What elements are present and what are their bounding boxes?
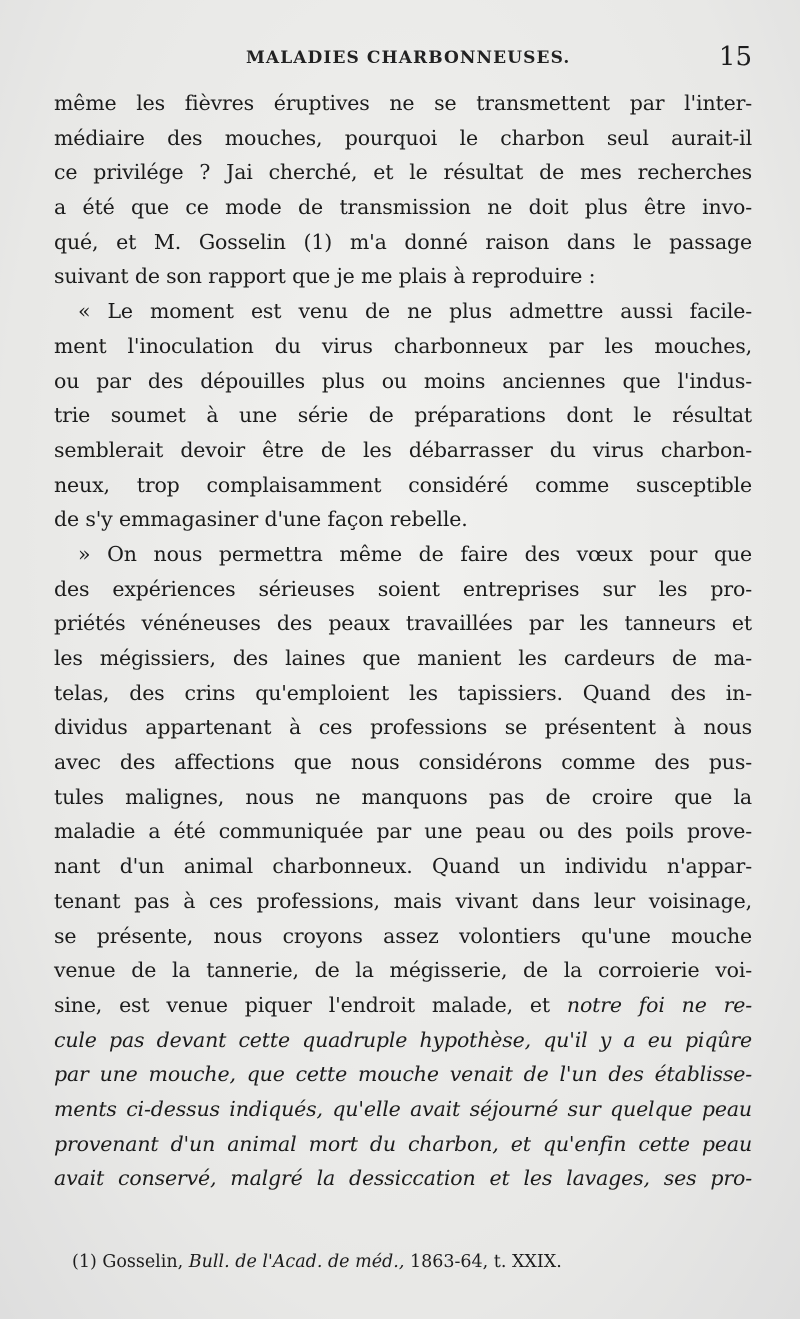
text-line: avec des affections que nous considérons comme des pus- — [54, 750, 752, 775]
text-line: priétés vénéneuses des peaux travaillées par les tanneurs et — [54, 611, 752, 636]
body-text — [54, 86, 752, 1196]
italic-line: cule pas devant cette quadruple hypothèse, qu'il y a eu piqûre — [54, 1027, 752, 1052]
text-line: a été que ce mode de transmission ne doit plus être invo- — [54, 195, 752, 220]
text-line: qué, et M. Gosselin (1) m'a donné raison dans le passage — [54, 229, 752, 254]
text-line: suivant de son rapport que je me plais à reproduire : — [54, 264, 596, 289]
text-line: tules malignes, nous ne manquons pas de croire que la — [54, 784, 752, 809]
italic-segment: notre foi ne re- — [566, 992, 753, 1017]
footnote-marker: (1) Gosselin, — [72, 1252, 184, 1272]
text-line: se présente, nous croyons assez volontiers qu'une mouche — [54, 923, 752, 948]
text-line: dividus appartenant à ces professions se présentent à nous — [54, 715, 752, 740]
text-line: « Le moment est venu de ne plus admettre aussi facile- — [78, 299, 752, 324]
footnote — [72, 1249, 692, 1275]
text-line: tenant pas à ces professions, mais vivant dans leur voisinage, — [54, 888, 752, 913]
text-line: » On nous permettra même de faire des vœux pour que — [78, 541, 752, 566]
text-line: venue de la tannerie, de la mégisserie, de la corroierie voi- — [54, 958, 752, 983]
text-line: neux, trop complaisamment considéré comme susceptible — [54, 472, 752, 497]
text-line: ment l'inoculation du virus charbonneux par les mouches, — [54, 333, 752, 358]
text-line: telas, des crins qu'emploient les tapissiers. Quand des in- — [54, 680, 752, 705]
text-line: les mégissiers, des laines que manient les cardeurs de ma- — [54, 646, 752, 670]
footnote-details: 1863-64, t. XXIX. — [409, 1252, 562, 1272]
text-line-mixed — [54, 988, 752, 1023]
text-segment: sine, est venue piquer l'endroit malade, et — [54, 992, 550, 1017]
footnote-journal: Bull. de l'Acad. de méd., — [188, 1252, 405, 1272]
text-line: ce privilége ? Jai cherché, et le résultat de mes recherches — [54, 160, 752, 185]
text-line: nant d'un animal charbonneux. Quand un individu n'appar- — [54, 854, 752, 879]
text-line: maladie a été communiquée par une peau ou des poils prove- — [54, 819, 752, 844]
text-line: ou par des dépouilles plus ou moins anciennes que l'indus- — [54, 368, 752, 393]
running-title: MALADIES CHARBONNEUSES. — [246, 48, 571, 68]
page-number: 15 — [718, 42, 752, 72]
italic-line: provenant d'un animal mort du charbon, et qu'enfin cette peau — [54, 1131, 752, 1156]
running-head — [54, 40, 752, 80]
text-line: semblerait devoir être de les débarrasser du virus charbon- — [54, 437, 752, 462]
italic-line: ments ci-dessus indiqués, qu'elle avait séjourné sur quelque peau — [54, 1096, 752, 1121]
text-line: médiaire des mouches, pourquoi le charbon seul aurait-il — [54, 125, 752, 150]
text-line: trie soumet à une série de préparations dont le résultat — [54, 403, 752, 428]
italic-line: par une mouche, que cette mouche venait de l'un des établisse- — [54, 1062, 752, 1087]
text-line: de s'y emmagasiner d'une façon rebelle. — [54, 507, 468, 532]
italic-line: avait conservé, malgré la dessiccation et les lavages, ses pro- — [54, 1166, 752, 1191]
text-line: même les fièvres éruptives ne se transmettent par l'inter- — [54, 91, 752, 115]
text-line: des expériences sérieuses soient entreprises sur les pro- — [54, 576, 752, 601]
